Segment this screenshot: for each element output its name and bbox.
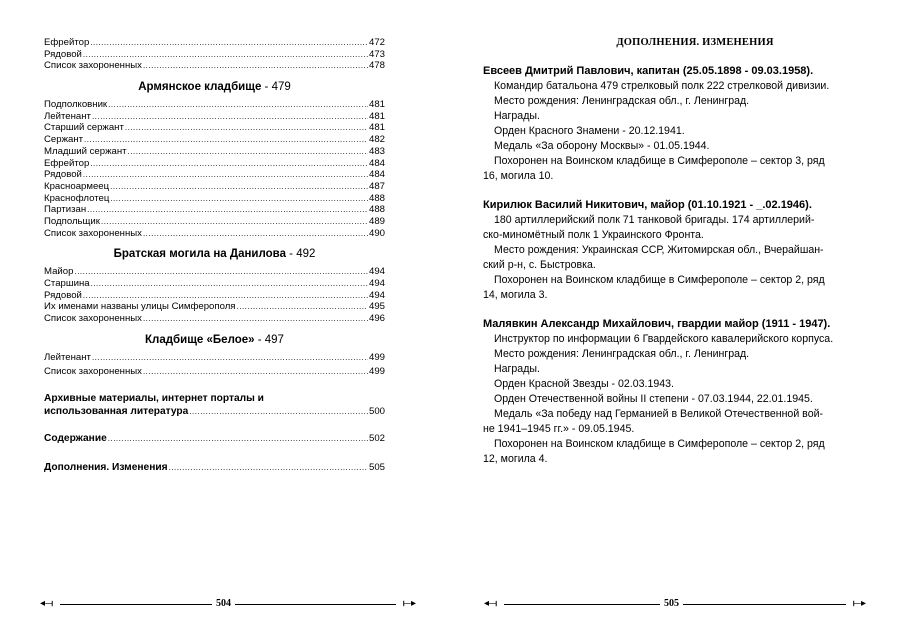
toc-row[interactable] (44, 313, 385, 325)
table-of-contents (44, 37, 385, 474)
page-number: 505 (660, 598, 683, 610)
toc-leader (90, 37, 368, 49)
toc-label: Рядовой (44, 169, 82, 181)
toc-row[interactable] (44, 111, 385, 123)
toc-label: Ефрейтор (44, 157, 90, 169)
toc-row[interactable] (44, 181, 385, 193)
toc-leader (110, 193, 368, 205)
entry-line: 14, могила 3. (483, 289, 548, 301)
toc-label: Майор (44, 266, 74, 278)
entries-list (483, 64, 863, 481)
ornament-right-icon: ⟝▸ (402, 598, 416, 609)
entry-line: Награды. (494, 110, 540, 122)
toc-leader (189, 405, 368, 418)
right-page (450, 0, 899, 638)
toc-page: 499 (368, 366, 385, 378)
toc-leader (143, 228, 368, 240)
toc-label: Список захороненных (44, 227, 142, 239)
archive-line-2: использованная литература (44, 406, 189, 418)
toc-page: 483 (368, 145, 385, 157)
ornament-left-icon: ◂⟞ (484, 598, 498, 609)
toc-label: Сержант (44, 134, 84, 146)
toc-label: Дополнения. Изменения (44, 461, 168, 473)
toc-leader (92, 352, 368, 364)
entry-line: Место рождения: Ленинградская обл., г. Ленинград. (494, 95, 750, 107)
toc-page: 487 (368, 180, 385, 192)
section-title: Братская могила на Данилова (113, 248, 286, 261)
toc-row[interactable] (44, 158, 385, 170)
toc-page: 499 (368, 351, 385, 363)
toc-row[interactable] (44, 366, 385, 378)
toc-row[interactable] (44, 204, 385, 216)
entry-line: ский р-н, с. Быстровка. (483, 259, 596, 271)
person-entry (483, 198, 863, 303)
toc-section-heading[interactable] (44, 80, 385, 94)
toc-label: Подпольщик (44, 215, 100, 227)
section-page: - 497 (254, 333, 284, 346)
toc-row[interactable] (44, 37, 385, 49)
toc-row[interactable] (44, 99, 385, 111)
toc-row[interactable] (44, 216, 385, 228)
ornament-left-icon: ◂⟞ (40, 598, 54, 609)
section-title: Армянское кладбище (138, 81, 262, 94)
ornament-right-icon: ⟝▸ (852, 598, 866, 609)
entry-line: Орден Красного Знамени - 20.12.1941. (494, 125, 685, 137)
toc-page: 500 (368, 406, 385, 418)
toc-leader (143, 313, 368, 325)
toc-contents-entry[interactable] (44, 433, 385, 445)
toc-label: Красноармеец (44, 180, 110, 192)
toc-page: 496 (368, 313, 385, 325)
entry-line: Награды. (494, 363, 540, 375)
toc-label: Рядовой (44, 48, 82, 60)
toc-section-heading[interactable] (44, 333, 385, 347)
toc-page: 481 (368, 122, 385, 134)
toc-row[interactable] (44, 266, 385, 278)
toc-leader (83, 49, 368, 61)
toc-label: Лейтенант (44, 110, 91, 122)
toc-leader (83, 169, 368, 181)
toc-label: Рядовой (44, 289, 82, 301)
toc-label: Список захороненных (44, 313, 142, 325)
toc-label: Младший сержант (44, 145, 127, 157)
toc-leader (83, 290, 368, 302)
person-entry (483, 64, 863, 184)
toc-leader (143, 366, 368, 378)
toc-page: 484 (368, 157, 385, 169)
toc-leader (128, 146, 368, 158)
toc-label: Подполковник (44, 99, 108, 111)
toc-leader (91, 278, 368, 290)
section-page: - 479 (261, 81, 291, 94)
toc-leader (237, 301, 368, 313)
toc-page: 494 (368, 266, 385, 278)
right-page-footer (484, 598, 866, 612)
toc-top-group (44, 37, 385, 72)
person-entry (483, 317, 863, 467)
toc-page: 484 (368, 169, 385, 181)
toc-leader (87, 204, 368, 216)
entry-line: Командир батальона 479 стрелковый полк 222 стрелковой дивизии. (494, 80, 830, 92)
left-page-footer (40, 598, 416, 612)
toc-label: Список захороненных (44, 366, 142, 378)
toc-page: 482 (368, 134, 385, 146)
toc-page: 481 (368, 99, 385, 111)
entry-heading: Малявкин Александр Михайлович, гвардии майор (1911 - 1947). (483, 318, 831, 330)
section-title: Кладбище «Белое» (145, 333, 255, 346)
toc-row[interactable] (44, 290, 385, 302)
entry-line: Инструктор по информации 6 Гвардейского кавалерийского корпуса. (494, 333, 834, 345)
toc-row[interactable] (44, 134, 385, 146)
toc-leader (92, 111, 368, 123)
toc-leader (108, 99, 368, 111)
toc-additions-entry[interactable] (44, 462, 385, 474)
entry-line: Похоронен на Воинском кладбище в Симферополе – сектор 3, ряд (494, 155, 825, 167)
toc-row[interactable] (44, 146, 385, 158)
toc-page: 472 (368, 37, 385, 48)
page-number: 504 (212, 598, 235, 610)
toc-label: Партизан (44, 204, 87, 216)
toc-page: 502 (368, 433, 385, 445)
toc-page: 494 (368, 289, 385, 301)
toc-label: Список захороненных (44, 60, 142, 72)
toc-row[interactable] (44, 352, 385, 364)
toc-page: 488 (368, 204, 385, 216)
toc-leader (110, 181, 368, 193)
toc-label: Лейтенант (44, 351, 91, 363)
entry-line: Орден Красной Звезды - 02.03.1943. (494, 378, 674, 390)
toc-row[interactable] (44, 301, 385, 313)
toc-page: 505 (368, 461, 385, 473)
toc-row[interactable] (44, 60, 385, 72)
toc-leader (84, 134, 368, 146)
toc-page: 490 (368, 227, 385, 239)
entry-line: Место рождения: Украинская ССР, Житомирская обл., Вчерайшан- (494, 244, 824, 256)
page-title: ДОПОЛНЕНИЯ. ИЗМЕНЕНИЯ (616, 37, 774, 48)
toc-leader (101, 216, 368, 228)
toc-label: Старший сержант (44, 122, 124, 134)
entry-line: 180 артиллерийский полк 71 танковой бригады. 174 артиллерий- (494, 214, 815, 226)
entry-line: Похоронен на Воинском кладбище в Симферополе – сектор 2, ряд (494, 438, 825, 450)
toc-label: Краснофлотец (44, 192, 110, 204)
toc-label: Содержание (44, 433, 107, 445)
entry-heading: Кирилюк Василий Никитович, майор (01.10.1921 - _.02.1946). (483, 199, 812, 211)
entry-line: 16, могила 10. (483, 170, 554, 182)
toc-leader (90, 158, 368, 170)
toc-label: Старшина (44, 278, 90, 289)
entry-line: ско-миномётный полк 1 Украинского Фронта. (483, 229, 704, 241)
toc-page: 481 (368, 110, 385, 122)
toc-leader (143, 60, 368, 72)
entry-line: Место рождения: Ленинградская обл., г. Ленинград. (494, 348, 750, 360)
entry-line: Медаль «За победу над Германией в Великой Отечественной вой- (494, 408, 824, 420)
archive-line-1: Архивные материалы, интернет порталы и (44, 393, 264, 405)
toc-leader (108, 433, 368, 445)
toc-row[interactable] (44, 193, 385, 205)
toc-label: Их именами названы улицы Симферополя (44, 301, 236, 313)
toc-page: 473 (368, 48, 385, 60)
entry-line: 12, могила 4. (483, 453, 548, 465)
toc-page: 494 (368, 278, 385, 289)
toc-leader (74, 266, 368, 278)
entry-heading: Евсеев Дмитрий Павлович, капитан (25.05.1898 - 09.03.1958). (483, 65, 814, 77)
entry-line: Орден Отечественной войны II степени - 07.03.1944, 22.01.1945. (494, 393, 813, 405)
section-page: - 492 (285, 248, 316, 261)
toc-page: 478 (368, 60, 385, 72)
toc-leader (125, 122, 368, 134)
entry-line: Медаль «За оборону Москвы» - 01.05.1944. (494, 140, 710, 152)
entry-line: не 1941–1945 гг.» - 09.05.1945. (483, 423, 635, 435)
toc-page: 488 (368, 192, 385, 204)
toc-row[interactable] (44, 49, 385, 61)
toc-archive-entry[interactable] (44, 392, 385, 418)
toc-row[interactable] (44, 228, 385, 240)
toc-page: 489 (368, 215, 385, 227)
toc-row[interactable] (44, 169, 385, 181)
toc-row[interactable] (44, 122, 385, 134)
toc-section-heading[interactable] (44, 247, 385, 261)
toc-row[interactable] (44, 278, 385, 290)
toc-label: Ефрейтор (44, 37, 90, 48)
toc-leader (169, 462, 368, 474)
entry-line: Похоронен на Воинском кладбище в Симферополе – сектор 2, ряд (494, 274, 825, 286)
toc-page: 495 (368, 301, 385, 313)
